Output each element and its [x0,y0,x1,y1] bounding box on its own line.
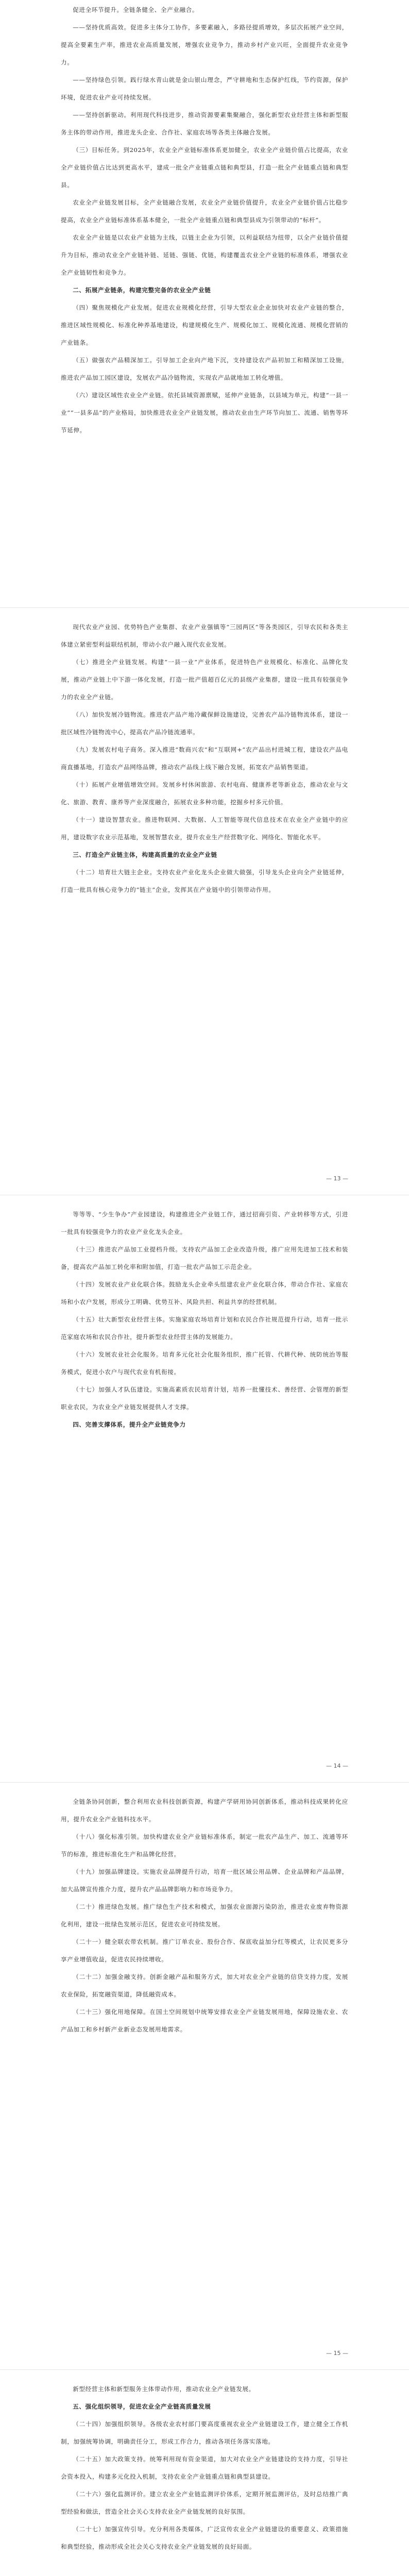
paragraph: （二十三）强化用地保障。在国土空间规划中统筹安排农业全产业链发展用地，保障设施农业、农产品加工和乡村新产业新业态发展用地需求。 [61,2008,348,2033]
page-number: — 14 — [326,1762,348,1769]
page-content [61,0,348,439]
paragraph: （十四）发展农业产业化联合体。鼓励龙头企业牵头组建农业产业化联合体，带动合作社、家庭农场和小农户发展，形成分工明确、优势互补、风险共担、利益共享的经营机制。 [61,1281,348,1306]
paragraph: ——坚持绿色引领。践行绿水青山就是金山银山理念，严守耕地和生态保护红线，节约资源，保护环境，促进农业产业可持续发展。 [61,76,348,101]
page-content [61,608,348,899]
paragraph: 新型经营主体和新型服务主体带动作用，推动农业全产业链发展。 [73,2385,255,2393]
paragraph: 农业全产业链发展目标，全产业链融合发展，农业全产业链价值提升，农业全产业链价值占比稳步提高，农业全产业链标准体系基本健全，一批全产业链重点链和典型县成为引领带动的“标杆”。 [61,199,348,224]
paragraph: 全链条协同创新，整合利用农业科技创新资源，构建产学研用协同创新体系，推动科技成果转化应用，提升农业全产业链科技水平。 [61,1798,348,1823]
section-heading: 二、拓展产业链条，构建完整完备的农业全产业链 [73,286,211,294]
document-page-5 [0,2370,409,2576]
paragraph: （十八）强化标准引领。加快构建农业全产业链标准体系，制定一批农产品生产、加工、流通等环节的标准，推进标准化生产和品牌化经营。 [61,1833,348,1858]
paragraph: （十二）培育壮大链主企业。支持农业产业化龙头企业做大做强，引导龙头企业向全产业链延伸，打造一批具有核心竞争力的“链主”企业，发挥其在产业链中的引领带动作用。 [61,869,348,893]
paragraph: （九）发展农村电子商务。深入推进“数商兴农”和“互联网+”农产品出村进城工程，建设农产品电商直播基地，打造农产品网络品牌，推动农产品线上线下融合发展，拓宽农产品销售渠道。 [61,746,348,771]
paragraph: 等等等、“少生争办”产业园建设，构建推进全产业链工作，通过招商引资、产业转移等方式，引进一批具有较强竞争力的农业产业化龙头企业。 [61,1211,348,1235]
paragraph: （六）建设区域性农业全产业链。依托县域资源禀赋，延伸产业链条，以县域为单元，构建“一县一业”“一县多品”的产业格局，加快推进农业全产业链发展，推动农业由生产环节向加工、流通、销售等环节延伸。 [61,392,348,434]
paragraph: （十一）建设智慧农业。推进物联网、大数据、人工智能等现代信息技术在农业全产业链中的应用，建设数字农业示范基地，发展智慧农业，提升农业生产经营数字化、网络化、智能化水平。 [61,816,348,841]
paragraph: （十七）加强人才队伍建设。实施高素质农民培育计划，培养一批懂技术、善经营、会管理的新型职业农民，为农业全产业链发展提供人才支撑。 [61,1386,348,1411]
paragraph: （七）推进全产业链发展。构建“一县一业”产业体系，促进特色产业规模化、标准化、品牌化发展，推动产业链上中下游一体化发展，打造一批产值超百亿元的县级产业集群，建设一批具有较强竞争力的农业全产业链。 [61,658,348,701]
paragraph: （十六）发展农业社会化服务。培育多元化社会化服务组织，推广托管、代耕代种、统防统治等服务模式，促进小农户与现代农业有机衔接。 [61,1351,348,1376]
paragraph: （二十七）加强宣传引导。充分利用各类媒体，广泛宣传农业全产业链建设的重要意义、政策措施和典型经验，推动形成全社会关心支持农业全产业链发展的良好局面。 [61,2526,348,2550]
page-content [61,1783,348,2038]
paragraph: （二十五）加大政策支持。统筹利用现有资金渠道，加大对农业全产业链建设的支持力度，引导社会资本投入，构建多元化投入机制，支持农业全产业链重点链和典型县建设。 [61,2455,348,2480]
section-heading: 五、强化组织领导，促进农业全产业链高质量发展 [73,2403,211,2410]
document-page-2 [0,608,409,1195]
paragraph: 现代农业产业园、优势特色产业集群、农业产业强镇等“三园两区”等各类园区，引导农民和各类主体建立紧密型利益联结机制，带动小农户融入现代农业发展。 [61,623,348,648]
paragraph: （二十一）健全联农带农机制。推广订单农业、股份合作、保底收益加分红等模式，让农民更多分享产业增值收益，促进农民持续增收。 [61,1938,348,1963]
page-content [61,1195,348,1433]
paragraph: （二十六）强化监测评价。建立农业全产业链监测评价体系，定期开展监测评估，及时总结推广典型经验和做法，营造全社会关心支持农业全产业链发展的良好氛围。 [61,2490,348,2515]
paragraph: （二十二）加强金融支持。创新金融产品和服务方式，加大对农业全产业链的信贷支持力度，发展农业保险，拓宽融资渠道，降低融资成本。 [61,1973,348,1998]
document-page-3 [0,1195,409,1783]
paragraph: （十五）壮大新型农业经营主体。实施家庭农场培育计划和农民合作社规范提升行动，培育一批示范家庭农场和农民合作社，提升新型农业经营主体的发展能力。 [61,1316,348,1341]
paragraph: ——坚持优质高效。促进多主体分工协作，多要素融入，多路径提质增效，多层次拓展产业空间，提高全要素生产率，推进农业高质量发展，增强农业竞争力，推动乡村产业兴旺，全面提升农业竞争力。 [61,24,348,66]
document-page-1 [0,0,409,608]
paragraph: （二十四）加强组织领导。各级农业农村部门要高度重视农业全产业链建设工作，建立健全工作机制，加强统筹协调，明确责任分工，形成工作合力，推动各项任务落实落地。 [61,2420,348,2445]
page-number: — 15 — [326,2350,348,2357]
page-content [61,2370,348,2555]
paragraph: （八）加快发展冷链物流。推进农产品产地冷藏保鲜设施建设，完善农产品冷链物流体系，建设一批区域性冷链物流中心，提高农产品冷链流通率。 [61,711,348,736]
section-heading: 三、打造全产业链主体，构建高质量的农业全产业链 [73,851,217,858]
paragraph: （十九）加强品牌建设。实施农业品牌提升行动，培育一批区域公用品牌、企业品牌和产品品牌，加大品牌宣传推介力度，提升农产品品牌影响力和市场竞争力。 [61,1868,348,1893]
section-heading: 四、完善支撑体系，提升全产业链竞争力 [73,1421,186,1428]
paragraph: ——坚持创新驱动。利用现代科技进步，推动资源要素集聚融合，强化新型农业经营主体和新型服务主体的带动作用，推进龙头企业、合作社、家庭农场等各类主体融合发展。 [61,111,348,136]
document-page-4 [0,1783,409,2370]
paragraph: （三）目标任务。到2025年，农业全产业链标准体系更加健全，农业全产业链价值占比提高，农业全产业链价值占比达到更高水平，建成一批全产业链重点链和典型县，打造一批全产业链重点链和典型县。 [61,146,348,189]
paragraph: （五）做强农产品精深加工。引导加工企业向产地下沉，支持建设农产品初加工和精深加工设施，推进农产品加工园区建设，发展农产品冷链物流，实现农产品就地加工转化增值。 [61,357,348,381]
paragraph: 促进全环节提升。全链条健全、全产业融合。 [73,6,199,13]
paragraph: （十三）推进农产品加工业提档升级。支持农产品加工企业改造升级，推广应用先进加工技术和装备，提高农产品加工转化率和附加值，打造一批农产品加工示范企业。 [61,1246,348,1270]
paragraph: （四）聚焦规模化产业发展。促进农业规模化经营，引导大型农业企业加快对农业产业链的整合，推进区域性规模化、标准化种养基地建设，构建规模化生产、规模化加工、规模化流通、规模化营销的产业链条。 [61,304,348,346]
paragraph: （二十）推进绿色发展。推广绿色生产技术和模式，加强农业面源污染防治，推进农业废弃物资源化利用，建设一批绿色发展示范区，促进农业可持续发展。 [61,1903,348,1928]
paragraph: （十）拓展产业增值增效空间。发展乡村休闲旅游、农村电商、健康养老等新业态，推动农业与文化、旅游、教育、康养等产业深度融合，拓展农业多种功能，挖掘乡村多元价值。 [61,781,348,806]
page-number: — 13 — [326,1175,348,1182]
paragraph: 农业全产业链是以农业产业链为主线，以链主企业为引领，以利益联结为纽带，以全产业链价值提升为目标，推动农业全产业链补链、延链、强链、优链，构建覆盖农业全产业链的标准体系，增强农业全产业链韧性和竞争力。 [61,234,348,276]
